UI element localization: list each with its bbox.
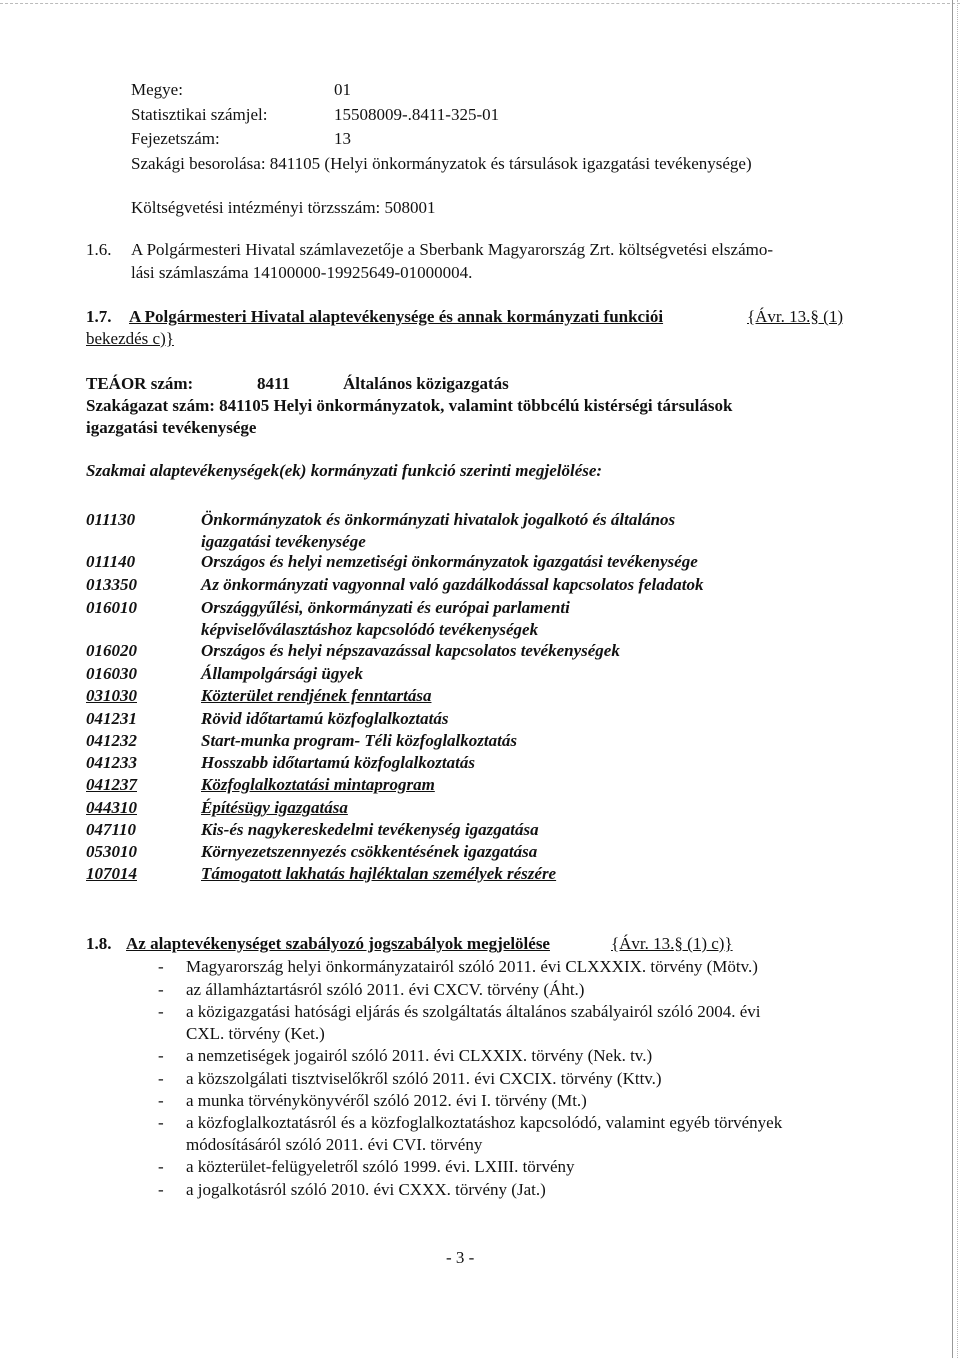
- activity-name: Közterület rendjének fenntartása: [201, 686, 432, 705]
- activity-name: Építésügy igazgatása: [201, 798, 348, 817]
- statisztikai-label: Statisztikai számjel:: [131, 105, 268, 124]
- teaor-name: Általános közigazgatás: [343, 374, 509, 393]
- activity-name: Önkormányzatok és önkormányzati hivatalok jogalkotó és általános: [201, 510, 676, 529]
- activity-name-cont: képviselőválasztáshoz kapcsolódó tevékenységek: [201, 620, 539, 639]
- page-number: - 3 -: [446, 1248, 475, 1267]
- teaor-label: TEÁOR szám:: [86, 374, 194, 393]
- law-item: a közigazgatási hatósági eljárás és szolgáltatás általános szabályairól szóló 2004. évi: [186, 1002, 761, 1021]
- law-item: a munka törvénykönyvéről szóló 2012. évi I. törvény (Mt.): [186, 1091, 587, 1110]
- szakagi-besorolas: Szakági besorolása: 841105 (Helyi önkormányzatok és társulások igazgatási tevékenysége): [131, 154, 752, 173]
- law-bullet: -: [158, 980, 164, 999]
- activity-code: 016010: [86, 598, 137, 617]
- activity-code: 031030: [86, 686, 137, 705]
- section-1-6-line1: A Polgármesteri Hivatal számlavezetője a Sberbank Magyarország Zrt. költségvetési elszámo-: [131, 240, 773, 259]
- megye-label: Megye:: [131, 80, 183, 99]
- section-1-7-ref-cont: bekezdés c)}: [86, 329, 174, 348]
- activity-code: 107014: [86, 864, 137, 883]
- activity-code: 013350: [86, 575, 137, 594]
- section-1-7-number: 1.7.: [86, 307, 112, 326]
- law-bullet: -: [158, 1113, 164, 1132]
- section-1-8-title: Az alaptevékenységet szabályozó jogszabályok megjelölése: [126, 934, 550, 953]
- law-bullet: -: [158, 1180, 164, 1199]
- law-bullet: -: [158, 1157, 164, 1176]
- law-bullet: -: [158, 1046, 164, 1065]
- scan-edge-right-2: [957, 0, 958, 1358]
- activity-name: Országgyűlési, önkormányzati és európai parlamenti: [201, 598, 570, 617]
- fejezet-label: Fejezetszám:: [131, 129, 220, 148]
- law-item: a közterület-felügyeletről szóló 1999. évi. LXIII. törvény: [186, 1157, 575, 1176]
- activity-code: 011140: [86, 552, 136, 571]
- teaor-code: 8411: [257, 374, 291, 393]
- activity-code: 047110: [86, 820, 137, 839]
- law-bullet: -: [158, 957, 164, 976]
- activity-name: Az önkormányzati vagyonnal való gazdálkodással kapcsolatos feladatok: [201, 575, 704, 594]
- activity-name: Hosszabb időtartamú közfoglalkoztatás: [201, 753, 475, 772]
- law-item: a jogalkotásról szóló 2010. évi CXXX. törvény (Jat.): [186, 1180, 546, 1199]
- activity-code: 041232: [86, 731, 137, 750]
- section-1-8-number: 1.8.: [86, 934, 112, 953]
- law-bullet: -: [158, 1002, 164, 1021]
- fejezet-value: 13: [334, 129, 351, 148]
- activity-name: Rövid időtartamú közfoglalkoztatás: [201, 709, 449, 728]
- activity-code: 041237: [86, 775, 137, 794]
- activity-name: Országos és helyi nemzetiségi önkormányzatok igazgatási tevékenysége: [201, 552, 698, 571]
- activity-code: 041231: [86, 709, 137, 728]
- activity-name: Start-munka program- Téli közfoglalkoztatás: [201, 731, 517, 750]
- law-item: Magyarország helyi önkormányzatairól szóló 2011. évi CLXXXIX. törvény (Mötv.): [186, 957, 758, 976]
- szakagazat-line1: Szakágazat szám: 841105 Helyi önkormányzatok, valamint többcélú kistérségi társulások: [86, 396, 733, 415]
- statisztikai-value: 15508009-.8411-325-01: [334, 105, 500, 124]
- section-1-7-title: A Polgármesteri Hivatal alaptevékenysége és annak kormányzati funkciói: [129, 307, 664, 326]
- activity-code: 016030: [86, 664, 137, 683]
- activity-name: Támogatott lakhatás hajléktalan személyek részére: [201, 864, 557, 883]
- szakmai-heading: Szakmai alaptevékenységek(ek) kormányzati funkció szerinti megjelölése:: [86, 461, 603, 480]
- law-item: a közszolgálati tisztviselőkről szóló 2011. évi CXCIX. törvény (Kttv.): [186, 1069, 662, 1088]
- law-bullet: -: [158, 1091, 164, 1110]
- megye-value: 01: [334, 80, 351, 99]
- section-1-6-line2: lási számlaszáma 14100000-19925649-01000004.: [131, 263, 473, 282]
- section-1-7-ref: {Ávr. 13.§ (1): [747, 307, 843, 326]
- activity-code: 053010: [86, 842, 137, 861]
- activity-name-cont: igazgatási tevékenysége: [201, 532, 366, 551]
- activity-name: Kis-és nagykereskedelmi tevékenység igazgatása: [201, 820, 539, 839]
- activity-name: Környezetszennyezés csökkentésének igazgatása: [201, 842, 538, 861]
- law-bullet: -: [158, 1069, 164, 1088]
- law-item: a közfoglalkoztatásról és a közfoglalkoztatáshoz kapcsolódó, valamint egyéb törvények: [186, 1113, 783, 1132]
- activity-code: 041233: [86, 753, 137, 772]
- scan-edge-right: [952, 0, 953, 1358]
- law-item-cont: módosításáról szóló 2011. évi CVI. törvény: [186, 1135, 483, 1154]
- activity-name: Közfoglalkoztatási mintaprogram: [201, 775, 435, 794]
- activity-code: 016020: [86, 641, 137, 660]
- szakagazat-line2: igazgatási tevékenysége: [86, 418, 257, 437]
- law-item-cont: CXL. törvény (Ket.): [186, 1024, 325, 1043]
- activity-name: Állampolgársági ügyek: [201, 664, 363, 683]
- torzsszam: Költségvetési intézményi törzsszám: 508001: [131, 198, 436, 217]
- law-item: az államháztartásról szóló 2011. évi CXCV. törvény (Áht.): [186, 980, 585, 999]
- law-item: a nemzetiségek jogairól szóló 2011. évi CLXXIX. törvény (Nek. tv.): [186, 1046, 653, 1065]
- activity-code: 044310: [86, 798, 137, 817]
- activity-name: Országos és helyi népszavazással kapcsolatos tevékenységek: [201, 641, 620, 660]
- scan-edge-top: [0, 3, 960, 4]
- section-1-8-ref: {Ávr. 13.§ (1) c)}: [611, 934, 733, 953]
- section-1-6-number: 1.6.: [86, 240, 112, 259]
- activity-code: 011130: [86, 510, 136, 529]
